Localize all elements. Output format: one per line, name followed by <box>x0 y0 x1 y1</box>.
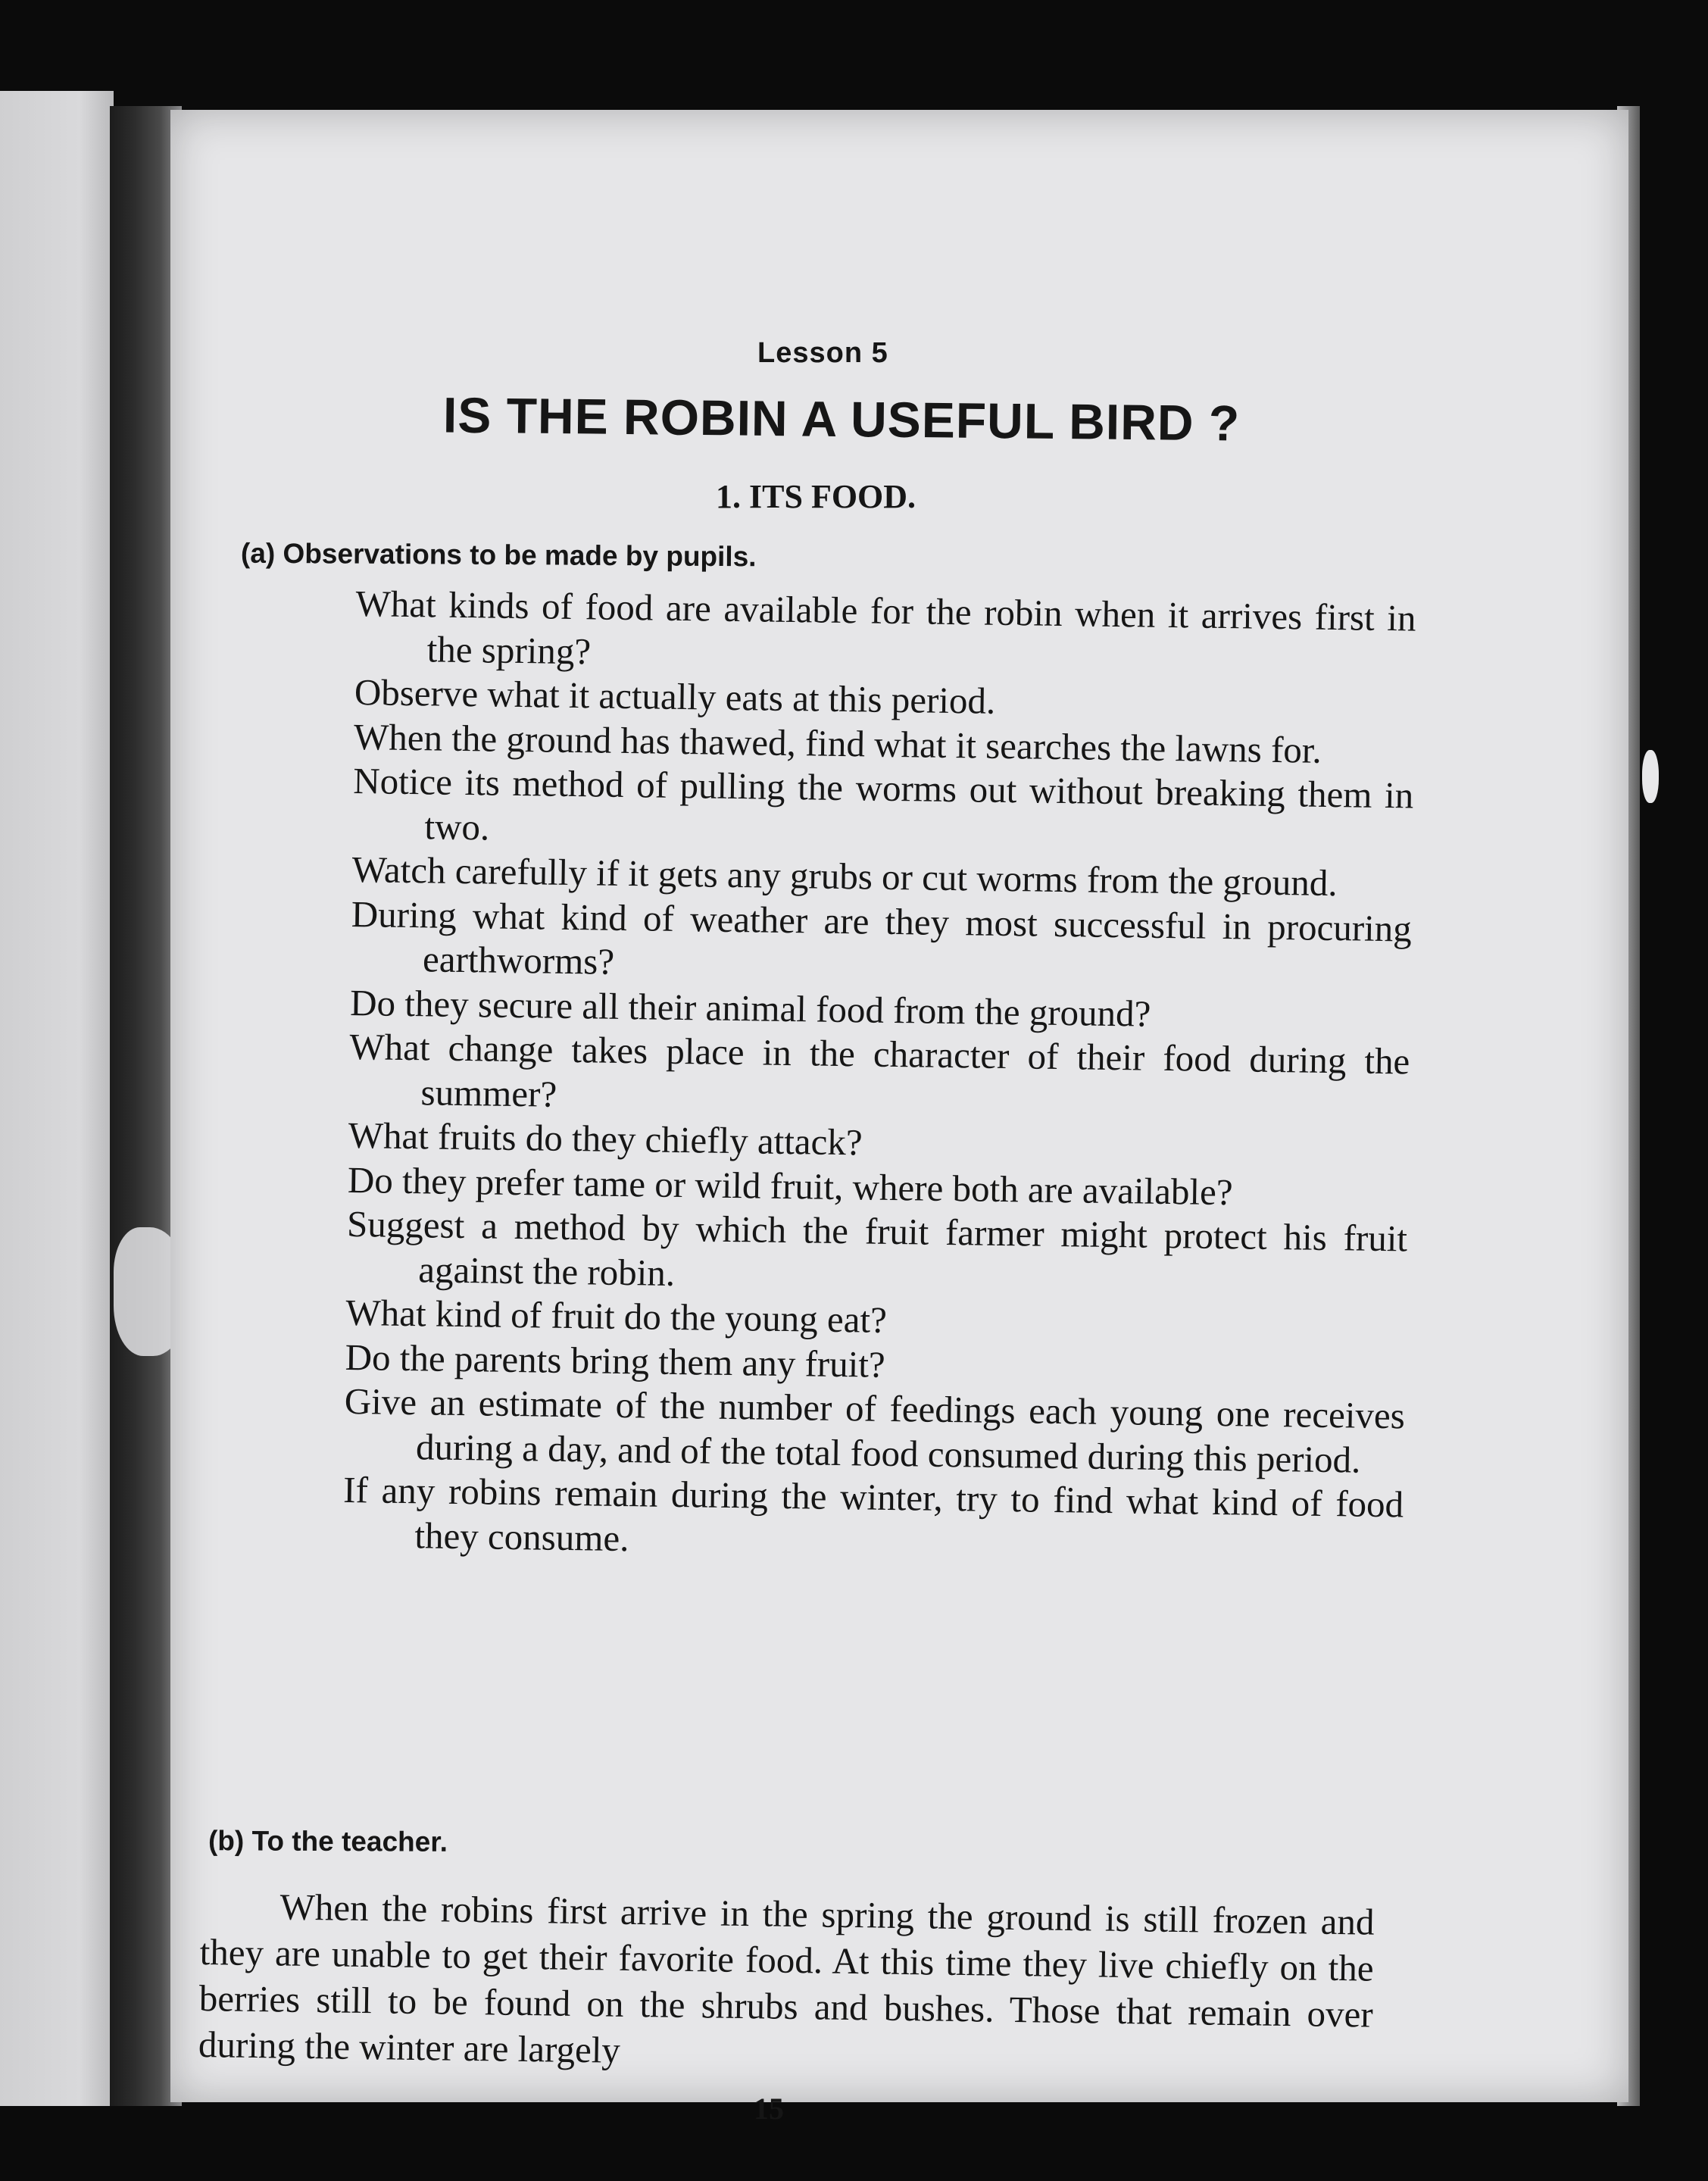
list-item: What kinds of food are available for the robin when it arrives first in the spring? <box>355 582 1416 672</box>
list-item: What kind of fruit do the young eat? <box>345 1291 888 1341</box>
list-item: During what kind of weather are they most successful in procuring earthworms? <box>351 892 1413 983</box>
page-number: 15 <box>754 2092 784 2126</box>
list-item: If any robins remain during the winter, try to find what kind of food they consume. <box>342 1468 1404 1559</box>
page-title: IS THE ROBIN A USEFUL BIRD ? <box>442 386 1241 452</box>
lesson-label: Lesson 5 <box>757 337 888 369</box>
list-item: Do the parents bring them any fruit? <box>345 1336 886 1386</box>
list-item: Suggest a method by which the fruit farmer might protect his fruit against the robin. <box>346 1202 1408 1294</box>
list-item: Notice its method of pulling the worms out without breaking them in two. <box>352 759 1414 848</box>
list-item: Do they prefer tame or wild fruit, where both are available? <box>347 1158 1233 1213</box>
list-item: What fruits do they chiefly attack? <box>348 1114 863 1164</box>
section-heading-teacher: (b) To the teacher. <box>208 1825 448 1858</box>
list-item: Give an estimate of the number of feedings each young one receives during a day, and of the total food consumed during this period. <box>344 1380 1406 1481</box>
body-paragraph: When the robins first arrive in the spring the ground is still frozen and they are unable to get their favorite food. At this time they live chiefly on the berries still to be found on the shrubs and bushes. Those that remain over during the winter are largely <box>198 1886 1375 2071</box>
list-item: Watch carefully if it gets any grubs or cut worms from the ground. <box>351 848 1338 905</box>
list-item: Observe what it actually eats at this period. <box>354 670 996 722</box>
question-list <box>342 582 1416 1571</box>
section-subtitle: 1. ITS FOOD. <box>716 478 916 515</box>
list-item: Do they secure all their animal food from the ground? <box>349 981 1151 1035</box>
list-item: When the ground has thawed, find what it searches the lawns for. <box>353 715 1322 771</box>
list-item: What change takes place in the character of their food during the summer? <box>349 1025 1410 1115</box>
section-heading-observations: (a) Observations to be made by pupils. <box>240 537 757 573</box>
